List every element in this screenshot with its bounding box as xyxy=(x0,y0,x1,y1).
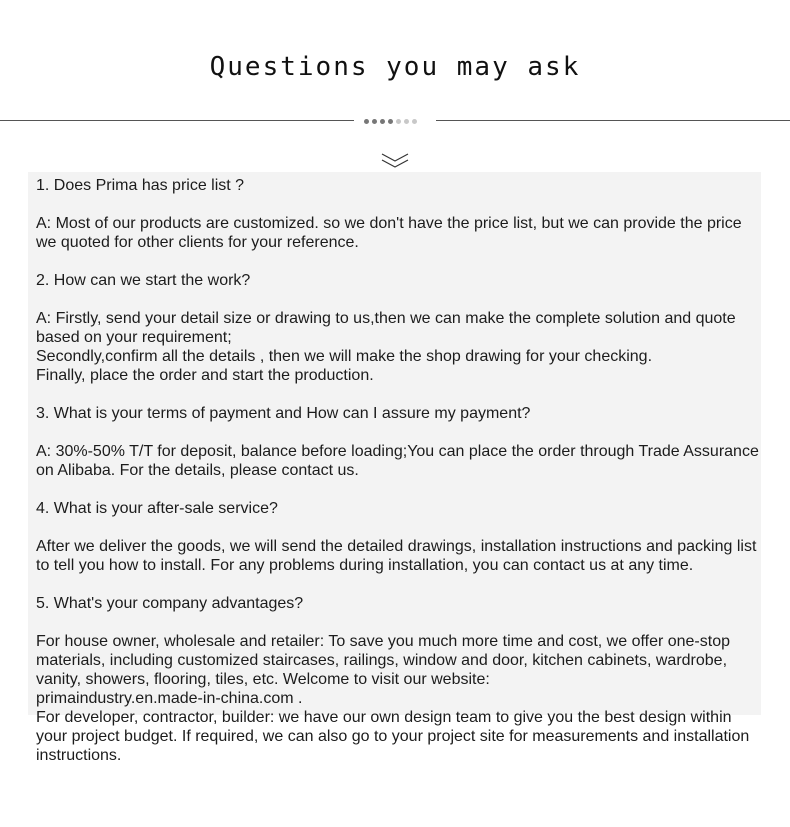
faq-question-1: 1. Does Prima has price list ? xyxy=(36,177,245,194)
faq-question-5: 5. What's your company advantages? xyxy=(36,595,304,612)
faq-answer-5-part-1: For house owner, wholesale and retailer: To save you much more time and cost, we offer one-stop materials, including customized staircases, railings, window and door, kitchen cabinets, wardrobe, vanity, showers, flooring, tiles, etc. Welcome to visit our website: xyxy=(36,633,730,688)
divider-dot xyxy=(396,119,401,124)
faq-answer-5-website: primaindustry.en.made-in-china.com . xyxy=(36,690,303,707)
faq-question-3: 3. What is your terms of payment and How can I assure my payment? xyxy=(36,405,531,422)
faq-answer-3: A: 30%-50% T/T for deposit, balance before loading;You can place the order through Trade Assurance on Alibaba. For the details, please contact us. xyxy=(36,443,759,479)
page-title: Questions you may ask xyxy=(209,52,581,82)
divider-dot xyxy=(388,119,393,124)
divider-dot xyxy=(380,119,385,124)
divider-dot xyxy=(412,119,417,124)
faq-answer-1: A: Most of our products are customized. so we don't have the price list, but we can provide the price we quoted for other clients for your reference. xyxy=(36,215,742,251)
faq-question-2: 2. How can we start the work? xyxy=(36,272,251,289)
faq-answer-2-line-3: Finally, place the order and start the production. xyxy=(36,367,374,384)
divider-line-left xyxy=(0,120,354,121)
dots-divider-icon xyxy=(364,117,428,125)
faq-answer-2-line-2: Secondly,confirm all the details , then we will make the shop drawing for your checking. xyxy=(36,348,653,365)
section-divider xyxy=(0,117,790,125)
faq-question-4: 4. What is your after-sale service? xyxy=(36,500,278,517)
double-chevron-down-icon xyxy=(380,150,410,170)
divider-dot xyxy=(364,119,369,124)
divider-dot xyxy=(372,119,377,124)
divider-line-right xyxy=(436,120,790,121)
faq-answer-2-line-1: A: Firstly, send your detail size or drawing to us,then we can make the complete solution and quote based on your requirement; xyxy=(36,310,736,346)
faq-content xyxy=(36,176,760,765)
faq-answer-4: After we deliver the goods, we will send the detailed drawings, installation instructions and packing list to tell you how to install. For any problems during installation, you can contact us at any time. xyxy=(36,538,757,574)
divider-dot xyxy=(404,119,409,124)
faq-answer-5-part-2: For developer, contractor, builder: we have our own design team to give you the best design within your project budget. If required, we can also go to your project site for measurements and installation instructions. xyxy=(36,709,750,764)
